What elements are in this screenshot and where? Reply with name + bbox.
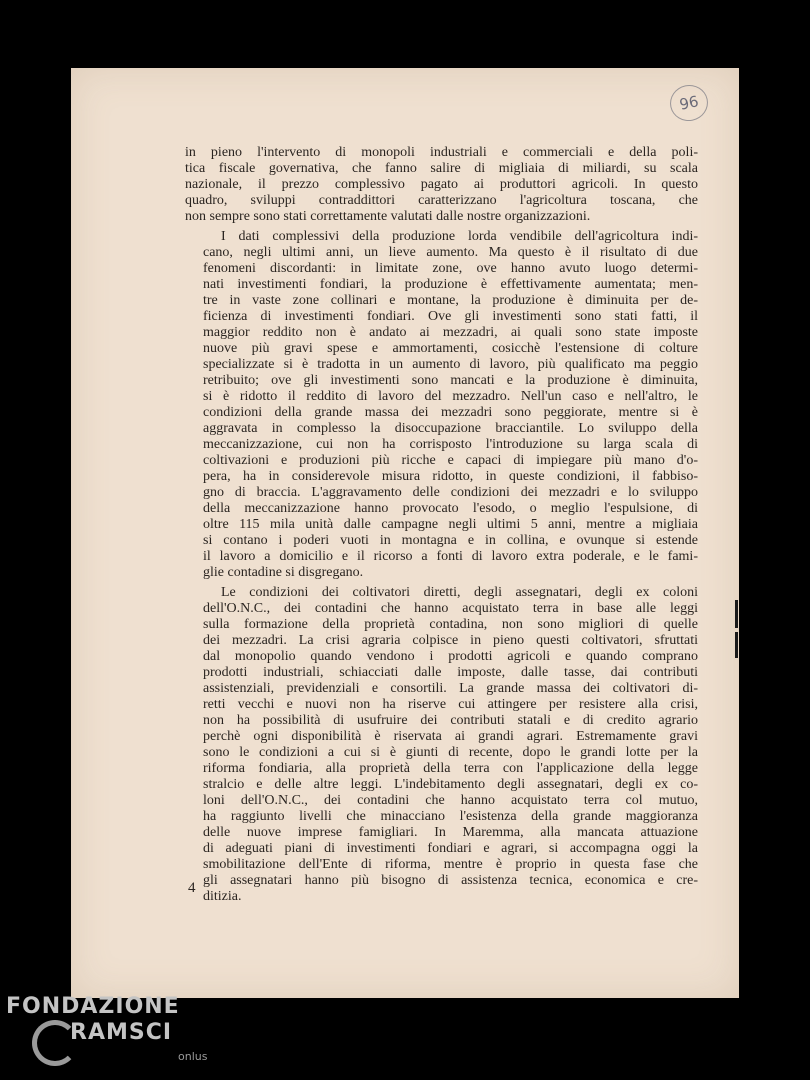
logo-text-fondazione: FONDAZIONE [6,994,180,1019]
text-line: smobilitazione dell'Ente di riforma, mentre è proprio in questa fase che [203,857,698,872]
binding-mark [735,600,738,628]
text-line: prodotti industriali, schiacciati dalle imposte, dalle tasse, dai contributi [203,665,698,680]
text-line: ha raggiunto livelli che minacciano l'esistenza della grande maggioranza [203,809,698,824]
text-line: dei mezzadri. La crisi agraria colpisce in pieno questi coltivatori, sfruttati [203,633,698,648]
text-line: assistenziali, previdenziali e consortili. La grande massa dei coltivatori di- [203,681,698,696]
text-line: Le condizioni dei coltivatori diretti, degli assegnatari, degli ex coloni [221,585,698,600]
logo-text-gramsci: RAMSCI [70,1020,173,1045]
text-line: aggravata in complesso la disoccupazione bracciantile. Lo sviluppo della [203,421,698,436]
text-line: dal monopolio quando vendono i prodotti agricoli e quando comprano [203,649,698,664]
text-line: stralcio e delle altre leggi. L'indebitamento degli assegnatari, degli ex co- [203,777,698,792]
text-line: ditizia. [203,889,242,904]
text-line: in pieno l'intervento di monopoli industriali e commerciali e della poli- [185,145,698,160]
text-line: non ha possibilità di usufruire dei contributi statali e di credito agrario [203,713,698,728]
text-line: il lavoro a domicilio e il ricorso a fonti di lavoro extra poderale, e le fami- [203,549,698,564]
text-line: nazionale, il prezzo complessivo pagato ai produttori agricoli. In questo [185,177,698,192]
text-line: tre in vaste zone collinari e montane, la produzione è diminuita per de- [203,293,698,308]
text-line: glie contadine si disgregano. [203,565,364,580]
text-line: non sempre sono stati correttamente valutati dalle nostre organizzazioni. [185,209,591,224]
text-line: dell'O.N.C., dei contadini che hanno acquistato terra in base alle leggi [203,601,698,616]
text-line: oltre 115 mila unità dalle campagne negli ultimi 5 anni, mentre a migliaia [203,517,698,532]
paragraph [185,145,698,225]
text-line: nati investimenti fondiari, la produzione è effettivamente aumentata; men- [203,277,698,292]
text-line: pera, ha in considerevole misura ridotto, in queste condizioni, il fabbiso- [203,469,698,484]
text-line: retti vecchi e nuovi non ha riserve cui attingere per resistere alla crisi, [203,697,698,712]
binding-mark [735,632,738,658]
text-line: loni dell'O.N.C., dei contadini che hanno acquistato terra col mutuo, [203,793,698,808]
body-text [185,145,698,905]
text-line: quadro, sviluppi contraddittori caratterizzano l'agricoltura toscana, che [185,193,698,208]
paragraph [185,229,698,581]
text-line: gli assegnatari hanno più bisogno di assistenza tecnica, economica e cre- [203,873,698,888]
text-line: gno di braccia. L'aggravamento delle condizioni dei mezzadri e lo sviluppo [203,485,698,500]
fondazione-gramsci-logo [6,994,206,1074]
logo-text-onlus: onlus [178,1050,208,1063]
text-line: fenomeni discordanti: in limitate zone, ove hanno avuto luogo determi- [203,261,698,276]
text-line: della meccanizzazione hanno provocato l'esodo, o meglio l'espulsione, di [203,501,698,516]
text-line: sulla formazione della proprietà contadina, non sono migliori di quelle [203,617,698,632]
text-line: sono le condizioni a cui si è giunti di recente, dopo le grandi lotte per la [203,745,698,760]
page-number: 4 [188,880,196,896]
text-line: retribuito; ove gli investimenti sono mancati e la produzione è diminuita, [203,373,698,388]
paragraph [185,585,698,905]
text-line: riforma fondiaria, alla proprietà della terra con l'applicazione della legge [203,761,698,776]
text-line: I dati complessivi della produzione lorda vendibile dell'agricoltura indi- [221,229,698,244]
text-line: tica fiscale governativa, che fanno salire di migliaia di miliardi, su scala [185,161,698,176]
text-line: cano, negli ultimi anni, un lieve aumento. Ma questo è il risultato di due [203,245,698,260]
text-line: si contano i poderi vuoti in montagna e in collina, e ovunque si estende [203,533,698,548]
text-line: nuove più gravi spese e ammortamenti, cosicchè l'estensione di colture [203,341,698,356]
text-line: coltivazioni e produzioni più ricche e capaci di impiegare più mano d'o- [203,453,698,468]
text-line: ficienza di investimenti fondiari. Ove gli investimenti sono stati fatti, il [203,309,698,324]
text-line: meccanizzazione, cui non ha corrisposto l'introduzione su larga scala di [203,437,698,452]
page-stamp: 96 [667,81,712,124]
text-line: perchè ogni disponibilità è riservata ai grandi agrari. Estremamente gravi [203,729,698,744]
text-line: maggior reddito non è andato ai mezzadri, ai quali sono state imposte [203,325,698,340]
text-line: si è ridotto il reddito di lavoro del mezzadro. Nell'un caso e nell'altro, le [203,389,698,404]
text-line: specializzate si è tradotta in un aumento di lavoro, più qualificato ma peggio [203,357,698,372]
text-line: delle nuove imprese famigliari. In Maremma, alla mancata attuazione [203,825,698,840]
text-line: di adeguati piani di investimenti fondiari e agrari, si accompagna oggi la [203,841,698,856]
text-line: condizioni della grande massa dei mezzadri sono peggiorate, mentre si è [203,405,698,420]
